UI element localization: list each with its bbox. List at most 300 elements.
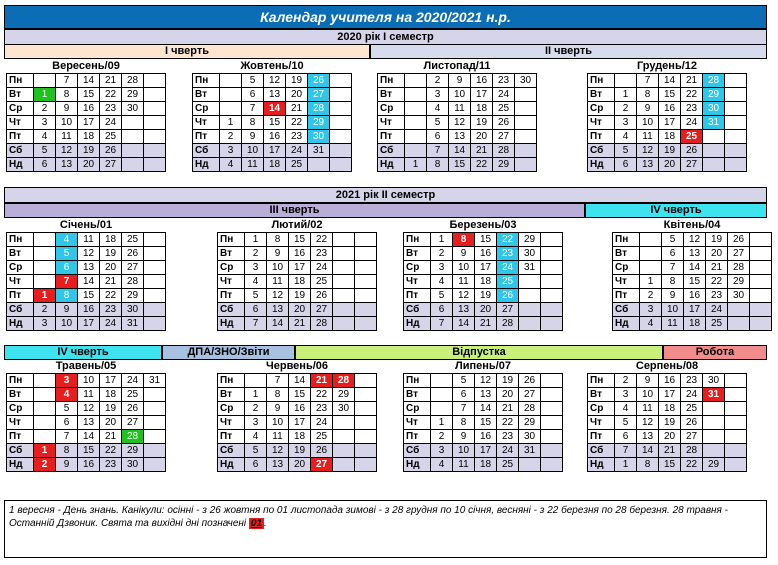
day-cell: 25: [493, 102, 515, 116]
day-cell: [122, 158, 144, 172]
day-cell: 13: [267, 458, 289, 472]
week-row: [218, 388, 377, 402]
week-row: [7, 458, 166, 472]
day-cell: 19: [100, 402, 122, 416]
week-row: [193, 102, 352, 116]
day-cell: [355, 430, 377, 444]
day-cell: 30: [703, 374, 725, 388]
weekday-label: Пт: [218, 289, 245, 303]
day-cell: [640, 233, 662, 247]
day-cell: 16: [78, 303, 100, 317]
day-cell: 3: [34, 116, 56, 130]
day-cell: 31: [703, 116, 725, 130]
month-february: [217, 219, 377, 331]
day-cell: 15: [475, 233, 497, 247]
day-cell: [144, 88, 166, 102]
weekday-label: Пн: [613, 233, 640, 247]
weekday-label: Сб: [193, 144, 220, 158]
day-cell: 2: [431, 247, 453, 261]
weekday-label: Ср: [218, 261, 245, 275]
day-cell: 5: [245, 444, 267, 458]
day-cell: 3: [615, 116, 637, 130]
day-cell: 26: [497, 289, 519, 303]
day-cell: 19: [659, 416, 681, 430]
day-cell: [725, 158, 747, 172]
weekday-label: Нд: [404, 317, 431, 331]
day-cell: 10: [637, 388, 659, 402]
day-cell: 2: [640, 289, 662, 303]
week-row: [404, 247, 563, 261]
month-grid: [612, 232, 772, 331]
month-grid: [192, 73, 352, 172]
day-cell: 9: [453, 430, 475, 444]
day-cell: [703, 444, 725, 458]
day-cell: [122, 144, 144, 158]
day-cell: 25: [311, 430, 333, 444]
weekday-label: Пн: [7, 233, 34, 247]
day-cell: 25: [311, 275, 333, 289]
day-cell: [750, 317, 772, 331]
week-row: [588, 88, 747, 102]
day-cell: 13: [267, 303, 289, 317]
day-cell: [405, 102, 427, 116]
day-cell: 28: [497, 317, 519, 331]
month-may: [6, 360, 166, 472]
day-cell: 30: [703, 102, 725, 116]
day-cell: 6: [56, 416, 78, 430]
day-cell: 29: [519, 416, 541, 430]
day-cell: [515, 88, 537, 102]
day-cell: 1: [431, 233, 453, 247]
day-cell: 19: [471, 116, 493, 130]
weekday-label: Пт: [193, 130, 220, 144]
day-cell: [515, 144, 537, 158]
day-cell: [725, 402, 747, 416]
day-cell: [144, 275, 166, 289]
day-cell: 27: [122, 261, 144, 275]
day-cell: 21: [497, 402, 519, 416]
day-cell: 8: [662, 275, 684, 289]
day-cell: [355, 261, 377, 275]
day-cell: 23: [311, 402, 333, 416]
day-cell: [725, 444, 747, 458]
week-row: [588, 430, 747, 444]
week-row: [193, 74, 352, 88]
day-cell: 3: [640, 303, 662, 317]
day-cell: 7: [662, 261, 684, 275]
week-row: [588, 158, 747, 172]
day-cell: 28: [311, 317, 333, 331]
week-row: [404, 374, 563, 388]
day-cell: [519, 289, 541, 303]
week-row: [404, 289, 563, 303]
day-cell: 23: [100, 458, 122, 472]
day-cell: 27: [681, 158, 703, 172]
day-cell: 12: [78, 402, 100, 416]
day-cell: [725, 102, 747, 116]
day-cell: 10: [267, 416, 289, 430]
day-cell: [519, 275, 541, 289]
week-row: [218, 317, 377, 331]
day-cell: 12: [56, 144, 78, 158]
weekday-label: Сб: [404, 444, 431, 458]
day-cell: 13: [684, 247, 706, 261]
day-cell: 2: [34, 303, 56, 317]
month-title: Квітень/04: [663, 219, 721, 231]
week-row: [7, 130, 166, 144]
day-cell: [355, 289, 377, 303]
day-cell: 30: [122, 303, 144, 317]
day-cell: 21: [681, 74, 703, 88]
week-row: [193, 158, 352, 172]
weekday-label: Ср: [404, 402, 431, 416]
week-row: [588, 402, 747, 416]
day-cell: 19: [706, 233, 728, 247]
weekday-label: Чт: [613, 275, 640, 289]
day-cell: 13: [637, 158, 659, 172]
day-cell: [144, 261, 166, 275]
day-cell: 27: [681, 430, 703, 444]
day-cell: 22: [681, 88, 703, 102]
quarter-4-header-may: ІV чверть: [4, 345, 162, 360]
day-cell: [725, 144, 747, 158]
weekday-label: Пн: [7, 74, 34, 88]
day-cell: 4: [640, 317, 662, 331]
day-cell: [220, 102, 242, 116]
weekday-label: Ср: [378, 102, 405, 116]
vacation-header: Відпустка: [295, 345, 663, 360]
day-cell: 13: [78, 261, 100, 275]
day-cell: 5: [242, 74, 264, 88]
day-cell: 17: [475, 261, 497, 275]
day-cell: 20: [659, 430, 681, 444]
day-cell: [355, 374, 377, 388]
weekday-label: Вт: [218, 247, 245, 261]
day-cell: [725, 74, 747, 88]
day-cell: [333, 275, 355, 289]
week-row: [7, 416, 166, 430]
day-cell: [541, 247, 563, 261]
day-cell: 29: [122, 289, 144, 303]
day-cell: 5: [615, 416, 637, 430]
week-row: [378, 74, 537, 88]
day-cell: 6: [662, 247, 684, 261]
day-cell: 12: [449, 116, 471, 130]
day-cell: [541, 388, 563, 402]
day-cell: 29: [493, 158, 515, 172]
day-cell: 9: [56, 303, 78, 317]
day-cell: 27: [493, 130, 515, 144]
day-cell: 11: [242, 158, 264, 172]
day-cell: 24: [100, 317, 122, 331]
weekday-label: Пн: [588, 374, 615, 388]
day-cell: 26: [728, 233, 750, 247]
month-march: [403, 219, 563, 331]
day-cell: [615, 74, 637, 88]
day-cell: [728, 317, 750, 331]
day-cell: 16: [659, 102, 681, 116]
day-cell: 8: [453, 233, 475, 247]
weekday-label: Ср: [7, 261, 34, 275]
day-cell: [405, 74, 427, 88]
week-row: [613, 247, 772, 261]
day-cell: 18: [659, 402, 681, 416]
day-cell: 11: [78, 388, 100, 402]
day-cell: [122, 116, 144, 130]
week-row: [218, 303, 377, 317]
day-cell: [431, 388, 453, 402]
day-cell: [330, 158, 352, 172]
day-cell: 18: [475, 275, 497, 289]
day-cell: [541, 275, 563, 289]
day-cell: 2: [615, 374, 637, 388]
month-title: Жовтень/10: [240, 60, 304, 72]
day-cell: 23: [681, 102, 703, 116]
weekday-label: Ср: [218, 402, 245, 416]
week-row: [7, 102, 166, 116]
day-cell: 20: [100, 416, 122, 430]
day-cell: 20: [706, 247, 728, 261]
month-july: [403, 360, 563, 472]
day-cell: 6: [34, 158, 56, 172]
day-cell: 17: [289, 416, 311, 430]
week-row: [7, 261, 166, 275]
day-cell: 4: [615, 402, 637, 416]
day-cell: [34, 261, 56, 275]
day-cell: 14: [289, 374, 311, 388]
day-cell: 24: [497, 261, 519, 275]
day-cell: [144, 144, 166, 158]
week-row: [613, 289, 772, 303]
day-cell: 14: [637, 444, 659, 458]
weekday-label: Ср: [588, 402, 615, 416]
day-cell: 26: [311, 289, 333, 303]
week-row: [218, 233, 377, 247]
day-cell: 28: [703, 74, 725, 88]
dpa-zno-header: ДПА/ЗНО/Звіти: [162, 345, 295, 360]
weekday-label: Вт: [404, 247, 431, 261]
day-cell: 18: [659, 130, 681, 144]
day-cell: 18: [289, 430, 311, 444]
day-cell: 14: [659, 74, 681, 88]
day-cell: 20: [100, 261, 122, 275]
day-cell: 10: [662, 303, 684, 317]
day-cell: [330, 102, 352, 116]
day-cell: [541, 458, 563, 472]
day-cell: [144, 388, 166, 402]
day-cell: 28: [122, 430, 144, 444]
month-title: Серпень/08: [635, 360, 699, 372]
day-cell: [333, 416, 355, 430]
quarter-2-header: ІІ чверть: [370, 44, 767, 59]
weekday-label: Ср: [404, 261, 431, 275]
day-cell: [144, 130, 166, 144]
week-row: [404, 402, 563, 416]
day-cell: 19: [475, 289, 497, 303]
day-cell: 8: [427, 158, 449, 172]
day-cell: 25: [122, 233, 144, 247]
day-cell: 7: [427, 144, 449, 158]
day-cell: 21: [100, 430, 122, 444]
weekday-label: Пт: [588, 130, 615, 144]
day-cell: 19: [289, 289, 311, 303]
week-row: [378, 130, 537, 144]
weekday-label: Нд: [404, 458, 431, 472]
day-cell: 1: [34, 289, 56, 303]
quarter-3-header: ІІІ чверть: [4, 203, 585, 218]
day-cell: 22: [286, 116, 308, 130]
day-cell: 5: [431, 289, 453, 303]
week-row: [7, 247, 166, 261]
week-row: [7, 388, 166, 402]
day-cell: 24: [497, 444, 519, 458]
month-january: [6, 219, 166, 331]
day-cell: 14: [267, 317, 289, 331]
week-row: [588, 416, 747, 430]
day-cell: 12: [267, 289, 289, 303]
day-cell: [245, 374, 267, 388]
day-cell: 8: [56, 88, 78, 102]
day-cell: 5: [453, 374, 475, 388]
day-cell: 8: [242, 116, 264, 130]
weekday-label: Сб: [588, 144, 615, 158]
day-cell: 15: [78, 444, 100, 458]
day-cell: 3: [427, 88, 449, 102]
month-november: [377, 60, 537, 172]
day-cell: 3: [56, 374, 78, 388]
day-cell: 26: [493, 116, 515, 130]
week-row: [7, 303, 166, 317]
day-cell: [144, 233, 166, 247]
day-cell: 2: [220, 130, 242, 144]
day-cell: 17: [100, 374, 122, 388]
weekday-label: Пн: [588, 74, 615, 88]
day-cell: 24: [311, 416, 333, 430]
week-row: [7, 374, 166, 388]
day-cell: [519, 303, 541, 317]
day-cell: [725, 116, 747, 130]
day-cell: 16: [471, 74, 493, 88]
day-cell: 20: [659, 158, 681, 172]
day-cell: 6: [453, 388, 475, 402]
weekday-label: Ср: [588, 102, 615, 116]
day-cell: 10: [453, 444, 475, 458]
day-cell: [355, 458, 377, 472]
day-cell: 12: [264, 74, 286, 88]
semester-1-header: 2020 рік І семестр: [4, 29, 767, 45]
weekday-label: Пн: [404, 233, 431, 247]
day-cell: 7: [56, 275, 78, 289]
day-cell: 13: [264, 88, 286, 102]
day-cell: 3: [431, 444, 453, 458]
day-cell: 20: [289, 303, 311, 317]
weekday-label: Чт: [588, 116, 615, 130]
weekday-label: Вт: [7, 247, 34, 261]
day-cell: 4: [245, 275, 267, 289]
day-cell: [725, 130, 747, 144]
day-cell: 29: [122, 88, 144, 102]
day-cell: [330, 130, 352, 144]
month-title: Січень/01: [59, 219, 113, 231]
week-row: [588, 374, 747, 388]
day-cell: 24: [493, 88, 515, 102]
day-cell: 29: [703, 88, 725, 102]
day-cell: 18: [684, 317, 706, 331]
day-cell: 16: [475, 247, 497, 261]
day-cell: 1: [245, 233, 267, 247]
day-cell: [333, 289, 355, 303]
weekday-label: Пн: [404, 374, 431, 388]
day-cell: 8: [453, 416, 475, 430]
day-cell: 16: [684, 289, 706, 303]
day-cell: 24: [122, 374, 144, 388]
weekday-label: Пт: [404, 289, 431, 303]
day-cell: 15: [264, 116, 286, 130]
day-cell: 23: [497, 430, 519, 444]
day-cell: 23: [681, 374, 703, 388]
month-title: Грудень/12: [636, 60, 698, 72]
day-cell: 15: [659, 88, 681, 102]
day-cell: 8: [637, 88, 659, 102]
day-cell: [144, 74, 166, 88]
day-cell: [541, 402, 563, 416]
weekday-label: Сб: [7, 144, 34, 158]
weekday-label: Пт: [7, 130, 34, 144]
legend-text: 1 вересня - День знань. Канікули: осінні - з 26 жовтня по 01 листопада зимові - з 28 грудня по 10 січня, весняні - з 22 березня по 28 березня. 28 травня - Останній Дзвоник. Свята та вихідні дні позначені: [9, 505, 728, 529]
day-cell: 7: [242, 102, 264, 116]
day-cell: 10: [78, 374, 100, 388]
weekday-label: Чт: [588, 416, 615, 430]
day-cell: 27: [519, 388, 541, 402]
day-cell: 21: [475, 317, 497, 331]
day-cell: 11: [449, 102, 471, 116]
day-cell: 10: [637, 116, 659, 130]
day-cell: [405, 116, 427, 130]
week-row: [613, 261, 772, 275]
day-cell: 15: [659, 458, 681, 472]
day-cell: [330, 116, 352, 130]
weekday-label: Сб: [7, 444, 34, 458]
weekday-label: Чт: [378, 116, 405, 130]
day-cell: 5: [662, 233, 684, 247]
week-row: [7, 88, 166, 102]
weekday-label: Вт: [378, 88, 405, 102]
day-cell: [333, 430, 355, 444]
day-cell: 6: [56, 261, 78, 275]
day-cell: 4: [431, 275, 453, 289]
weekday-label: Пт: [218, 430, 245, 444]
week-row: [218, 444, 377, 458]
day-cell: 4: [245, 430, 267, 444]
weekday-label: Ср: [7, 102, 34, 116]
day-cell: [541, 289, 563, 303]
week-row: [7, 116, 166, 130]
day-cell: 3: [245, 416, 267, 430]
day-cell: 25: [286, 158, 308, 172]
day-cell: 23: [497, 247, 519, 261]
weekday-label: Чт: [218, 416, 245, 430]
day-cell: [144, 247, 166, 261]
day-cell: 3: [34, 317, 56, 331]
day-cell: [355, 275, 377, 289]
day-cell: 9: [242, 130, 264, 144]
day-cell: 19: [286, 74, 308, 88]
day-cell: 27: [308, 88, 330, 102]
month-grid: [6, 73, 166, 172]
day-cell: [703, 416, 725, 430]
day-cell: 18: [471, 102, 493, 116]
day-cell: 4: [427, 102, 449, 116]
